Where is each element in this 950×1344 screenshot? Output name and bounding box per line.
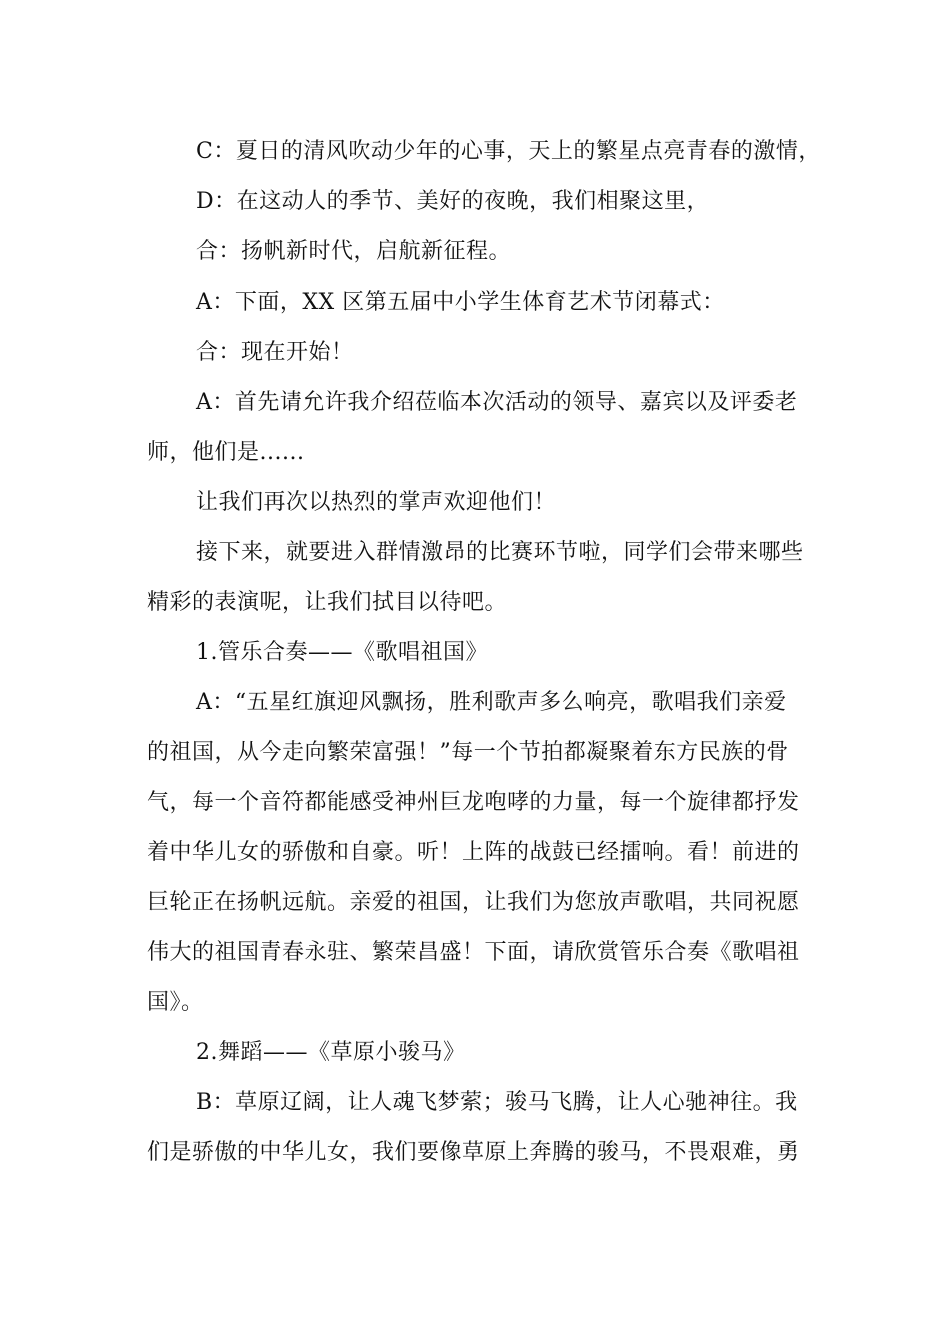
program-item-2: 2.舞蹈——《草原小骏马》 xyxy=(196,1040,466,1065)
line-host-d: D：在这动人的季节、美好的夜晚，我们相聚这里， xyxy=(196,189,710,214)
line-host-b-item2-cont: 们是骄傲的中华儿女，我们要像草原上奔腾的骏马，不畏艰难，勇 xyxy=(147,1140,800,1165)
line-together-2: 合：现在开始！ xyxy=(196,340,354,365)
line-host-a-announce: A：下面，XX 区第五届中小学生体育艺术节闭幕式： xyxy=(196,290,725,315)
line-host-a-item1-cont3: 着中华儿女的骄傲和自豪。听！上阵的战鼓已经擂响。看！前进的 xyxy=(147,840,800,865)
line-host-c: C：夏日的清风吹动少年的心事，天上的繁星点亮青春的激情， xyxy=(196,139,821,164)
line-next: 接下来，就要进入群情激昂的比赛环节啦，同学们会带来哪些 xyxy=(196,540,804,565)
program-item-1: 1.管乐合奏——《歌唱祖国》 xyxy=(196,640,488,665)
line-host-a-item1-cont2: 气，每一个音符都能感受神州巨龙咆哮的力量，每一个旋律都抒发 xyxy=(147,790,800,815)
line-applause: 让我们再次以热烈的掌声欢迎他们！ xyxy=(196,490,557,515)
line-host-a-item1-cont5: 伟大的祖国青春永驻、繁荣昌盛！下面，请欣赏管乐合奏《歌唱祖 xyxy=(147,940,800,965)
line-together-1: 合：扬帆新时代，启航新征程。 xyxy=(196,239,512,264)
line-host-a-item1-cont1: 的祖国，从今走向繁荣富强！”每一个节拍都凝聚着东方民族的骨 xyxy=(147,740,789,765)
line-host-a-item1-cont4: 巨轮正在扬帆远航。亲爱的祖国，让我们为您放声歌唱，共同祝愿 xyxy=(147,890,800,915)
line-host-a-item1: A：“五星红旗迎风飘扬，胜利歌声多么响亮，歌唱我们亲爱 xyxy=(196,690,787,715)
line-next-cont: 精彩的表演呢，让我们拭目以待吧。 xyxy=(147,590,508,615)
line-host-a-item1-cont6: 国》。 xyxy=(147,990,204,1015)
line-host-a-intro-cont: 师，他们是...... xyxy=(147,440,305,465)
line-host-b-item2: B：草原辽阔，让人魂飞梦萦；骏马飞腾，让人心驰神往。我 xyxy=(196,1090,798,1115)
line-host-a-intro: A：首先请允许我介绍莅临本次活动的领导、嘉宾以及评委老 xyxy=(196,390,798,415)
